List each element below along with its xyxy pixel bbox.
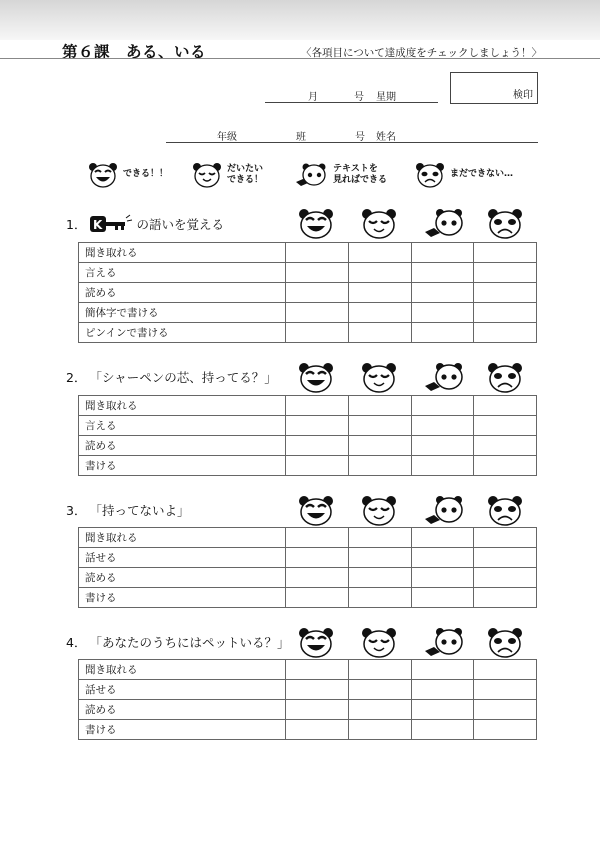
- check-cell[interactable]: [348, 568, 411, 588]
- skill-label: 書ける: [79, 456, 286, 476]
- check-cell[interactable]: [411, 456, 474, 476]
- svg-text:K: K: [93, 218, 103, 232]
- check-cell[interactable]: [411, 720, 474, 740]
- section-1-table: [78, 242, 537, 343]
- check-cell[interactable]: [348, 548, 411, 568]
- smiling-panda-icon: [361, 627, 399, 659]
- section-number: 3．: [66, 503, 87, 518]
- section-title-text: 「持ってないよ」: [89, 503, 190, 518]
- date-field[interactable]: [265, 102, 438, 103]
- day-label: 号: [354, 92, 364, 103]
- check-cell[interactable]: [286, 528, 349, 548]
- skill-label: 言える: [79, 263, 286, 283]
- check-cell[interactable]: [286, 568, 349, 588]
- section-number: 4．: [66, 635, 87, 650]
- check-cell[interactable]: [348, 588, 411, 608]
- section-title-text: の語いを覚える: [136, 217, 224, 232]
- skill-label: 簡体字で書ける: [79, 303, 286, 323]
- section-2-table: [78, 395, 537, 476]
- student-info-field[interactable]: [166, 142, 538, 143]
- check-cell[interactable]: [474, 548, 537, 568]
- check-cell[interactable]: [286, 283, 349, 303]
- section-title-text: 「あなたのうちにはペットいる？」: [89, 635, 290, 650]
- check-cell[interactable]: [474, 283, 537, 303]
- table-row: [79, 303, 537, 323]
- laughing-panda-icon: [298, 362, 336, 394]
- check-cell[interactable]: [348, 396, 411, 416]
- check-cell[interactable]: [286, 548, 349, 568]
- key-icon: [89, 214, 133, 234]
- check-cell[interactable]: [286, 263, 349, 283]
- grade-label: 年级: [217, 132, 237, 143]
- legend-label: テキストを 見ればできる: [333, 163, 388, 185]
- skill-label: 書ける: [79, 720, 286, 740]
- page-title: 第６課 ある、いる: [62, 43, 207, 61]
- check-cell[interactable]: [411, 568, 474, 588]
- header-divider: [0, 58, 600, 59]
- table-row: [79, 436, 537, 456]
- check-cell[interactable]: [286, 456, 349, 476]
- table-row: [79, 456, 537, 476]
- section-4-table: [78, 659, 537, 740]
- check-cell[interactable]: [474, 456, 537, 476]
- check-cell[interactable]: [474, 568, 537, 588]
- check-cell[interactable]: [411, 548, 474, 568]
- laughing-panda-icon: [298, 627, 336, 659]
- check-cell[interactable]: [286, 680, 349, 700]
- reading-panda-icon: [424, 362, 462, 394]
- table-row: [79, 720, 537, 740]
- check-cell[interactable]: [286, 243, 349, 263]
- skill-label: 話せる: [79, 680, 286, 700]
- skill-label: ピンインで書ける: [79, 323, 286, 343]
- smiling-panda-icon: [361, 495, 399, 527]
- check-cell[interactable]: [348, 456, 411, 476]
- check-cell[interactable]: [348, 243, 411, 263]
- legend-label: できる！！: [123, 169, 169, 180]
- check-cell[interactable]: [474, 396, 537, 416]
- table-row: [79, 680, 537, 700]
- check-cell[interactable]: [411, 416, 474, 436]
- page-subtitle: 〈各項目について達成度をチェックしましょう！〉: [301, 47, 542, 59]
- table-row: [79, 416, 537, 436]
- legend-item-mostly: [192, 162, 263, 188]
- check-cell[interactable]: [411, 303, 474, 323]
- check-cell[interactable]: [474, 243, 537, 263]
- check-cell[interactable]: [474, 416, 537, 436]
- check-cell[interactable]: [348, 660, 411, 680]
- check-cell[interactable]: [348, 303, 411, 323]
- check-cell[interactable]: [348, 416, 411, 436]
- table-row: [79, 568, 537, 588]
- table-row: [79, 700, 537, 720]
- laughing-panda-icon: [88, 162, 118, 188]
- month-label: 月: [308, 92, 318, 103]
- check-cell[interactable]: [286, 588, 349, 608]
- check-cell[interactable]: [411, 243, 474, 263]
- check-cell[interactable]: [411, 396, 474, 416]
- table-row: [79, 243, 537, 263]
- check-cell[interactable]: [411, 323, 474, 343]
- table-row: [79, 528, 537, 548]
- check-cell[interactable]: [348, 528, 411, 548]
- skill-label: 話せる: [79, 548, 286, 568]
- legend-label: まだできない…: [450, 169, 514, 180]
- crying-panda-icon: [487, 627, 525, 659]
- crying-panda-icon: [487, 362, 525, 394]
- table-row: [79, 548, 537, 568]
- check-cell[interactable]: [474, 436, 537, 456]
- check-cell[interactable]: [286, 700, 349, 720]
- section-number: 2．: [66, 370, 87, 385]
- section-title-text: 「シャーペンの芯、持ってる？」: [89, 370, 277, 385]
- name-label: 姓名: [376, 132, 396, 143]
- check-cell[interactable]: [286, 660, 349, 680]
- skill-label: 聞き取れる: [79, 396, 286, 416]
- section-4-title: [66, 633, 289, 651]
- check-cell[interactable]: [411, 660, 474, 680]
- check-cell[interactable]: [411, 283, 474, 303]
- section-3-title: [66, 501, 189, 519]
- check-cell[interactable]: [348, 680, 411, 700]
- check-cell[interactable]: [411, 700, 474, 720]
- section-number: 1．: [66, 217, 87, 232]
- section-3-table: [78, 527, 537, 608]
- check-cell[interactable]: [411, 436, 474, 456]
- weekday-label: 星期: [376, 92, 396, 103]
- check-cell[interactable]: [348, 700, 411, 720]
- check-cell[interactable]: [286, 416, 349, 436]
- check-cell[interactable]: [348, 263, 411, 283]
- section-2-title: [66, 368, 277, 386]
- check-cell[interactable]: [474, 263, 537, 283]
- skill-label: 聞き取れる: [79, 660, 286, 680]
- table-row: [79, 660, 537, 680]
- legend-item-can-do: [88, 162, 168, 188]
- laughing-panda-icon: [298, 208, 336, 240]
- skill-label: 読める: [79, 283, 286, 303]
- check-cell[interactable]: [348, 436, 411, 456]
- number-label: 号: [355, 132, 365, 143]
- reading-panda-icon: [424, 627, 462, 659]
- check-cell[interactable]: [474, 588, 537, 608]
- check-cell[interactable]: [474, 528, 537, 548]
- table-row: [79, 323, 537, 343]
- crying-panda-icon: [415, 162, 445, 188]
- skill-label: 聞き取れる: [79, 243, 286, 263]
- check-cell[interactable]: [474, 303, 537, 323]
- stamp-box[interactable]: [450, 72, 538, 104]
- laughing-panda-icon: [298, 495, 336, 527]
- smiling-panda-icon: [361, 208, 399, 240]
- skill-label: 聞き取れる: [79, 528, 286, 548]
- check-cell[interactable]: [286, 303, 349, 323]
- check-cell[interactable]: [286, 396, 349, 416]
- legend-item-not-yet: [415, 162, 513, 188]
- stamp-label: 検印: [513, 90, 533, 101]
- check-cell[interactable]: [286, 720, 349, 740]
- check-cell[interactable]: [411, 588, 474, 608]
- table-row: [79, 263, 537, 283]
- smiling-panda-icon: [192, 162, 222, 188]
- check-cell[interactable]: [411, 263, 474, 283]
- check-cell[interactable]: [411, 528, 474, 548]
- skill-label: 読める: [79, 436, 286, 456]
- reading-panda-icon: [294, 162, 328, 188]
- check-cell[interactable]: [348, 323, 411, 343]
- legend-item-with-text: [294, 162, 387, 188]
- crying-panda-icon: [487, 495, 525, 527]
- check-cell[interactable]: [474, 660, 537, 680]
- legend-label: だいたい できる！: [227, 163, 264, 185]
- section-1-title: [66, 214, 224, 234]
- check-cell[interactable]: [286, 323, 349, 343]
- check-cell[interactable]: [474, 720, 537, 740]
- skill-label: 読める: [79, 568, 286, 588]
- check-cell[interactable]: [348, 283, 411, 303]
- table-row: [79, 588, 537, 608]
- table-row: [79, 283, 537, 303]
- reading-panda-icon: [424, 208, 462, 240]
- check-cell[interactable]: [348, 720, 411, 740]
- header-band: [0, 0, 600, 40]
- skill-label: 言える: [79, 416, 286, 436]
- check-cell[interactable]: [474, 323, 537, 343]
- reading-panda-icon: [424, 495, 462, 527]
- skill-label: 書ける: [79, 588, 286, 608]
- check-cell[interactable]: [474, 680, 537, 700]
- check-cell[interactable]: [286, 436, 349, 456]
- check-cell[interactable]: [474, 700, 537, 720]
- table-row: [79, 396, 537, 416]
- class-label: 班: [296, 132, 306, 143]
- crying-panda-icon: [487, 208, 525, 240]
- smiling-panda-icon: [361, 362, 399, 394]
- skill-label: 読める: [79, 700, 286, 720]
- check-cell[interactable]: [411, 680, 474, 700]
